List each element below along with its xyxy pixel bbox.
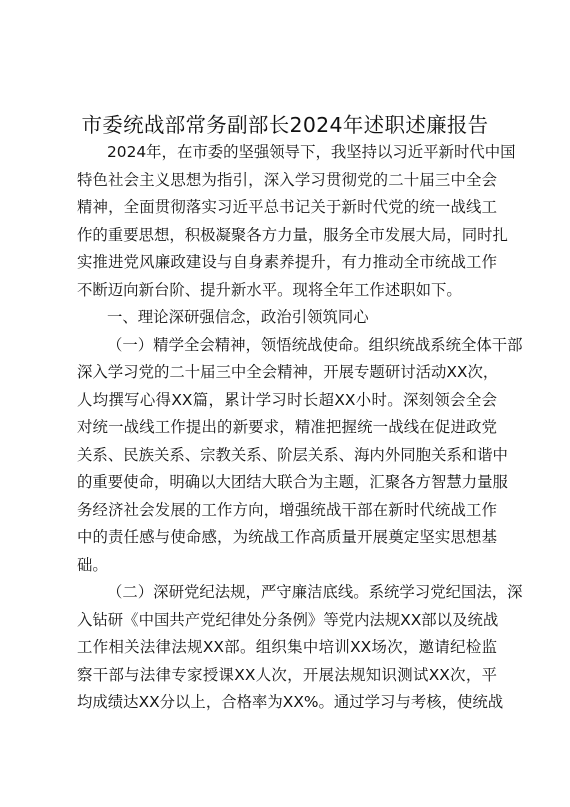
paragraph-line: 关系、民族关系、宗教关系、阶层关系、海内外同胞关系和谐中 [77, 446, 508, 464]
document-title: 市委统战部常务副部长2024年述职述廉报告 [81, 113, 489, 137]
paragraph-line: 作的重要思想，积极凝聚各方力量，服务全市发展大局，同时扎 [77, 226, 508, 244]
paragraph-line: 特色社会主义思想为指引，深入学习贯彻党的二十届三中全会 [77, 171, 497, 189]
paragraph-line: 均成绩达XX分以上，合格率为XX%。通过学习与考核，使统战 [77, 693, 504, 711]
paragraph-line: （一）精学全会精神，领悟统战使命。组织统战系统全体干部 [107, 336, 523, 354]
paragraph-line: 人均撰写心得XX篇，累计学习时长超XX小时。深刻领会全会 [77, 391, 497, 409]
paragraph-line: 入钻研《中国共产党纪律处分条例》等党内法规XX部以及统战 [77, 611, 499, 629]
paragraph-line: 实推进党风廉政建设与自身素养提升，有力推动全市统战工作 [77, 253, 497, 271]
paragraph-line: 不断迈向新台阶、提升新水平。现将全年工作述职如下。 [77, 281, 462, 299]
paragraph-line: 察干部与法律专家授课XX人次，开展法规知识测试XX次，平 [77, 666, 497, 684]
paragraph-line: 对统一战线工作提出的新要求，精准把握统一战线在促进政党 [77, 418, 497, 436]
paragraph-line: 础。 [77, 556, 108, 574]
paragraph-line: （二）深研党纪法规，严守廉洁底线。系统学习党纪国法，深 [107, 583, 523, 601]
section-heading: 一、理论深研强信念，政治引领筑同心 [107, 308, 369, 326]
paragraph-line: 精神，全面贯彻落实习近平总书记关于新时代党的统一战线工 [77, 198, 497, 216]
paragraph-line: 2024年，在市委的坚强领导下，我坚持以习近平新时代中国 [107, 143, 516, 161]
paragraph-line: 深入学习党的二十届三中全会精神，开展专题研讨活动XX次， [77, 363, 499, 381]
paragraph-line: 的重要使命，明确以大团结大联合为主题，汇聚各方智慧力量服 [77, 473, 508, 491]
paragraph-line: 工作相关法律法规XX部。组织集中培训XX场次，邀请纪检监 [77, 638, 497, 656]
paragraph-line: 务经济社会发展的工作方向，增强统战干部在新时代统战工作 [77, 501, 497, 519]
paragraph-line: 中的责任感与使命感，为统战工作高质量开展奠定坚实思想基 [77, 528, 497, 546]
